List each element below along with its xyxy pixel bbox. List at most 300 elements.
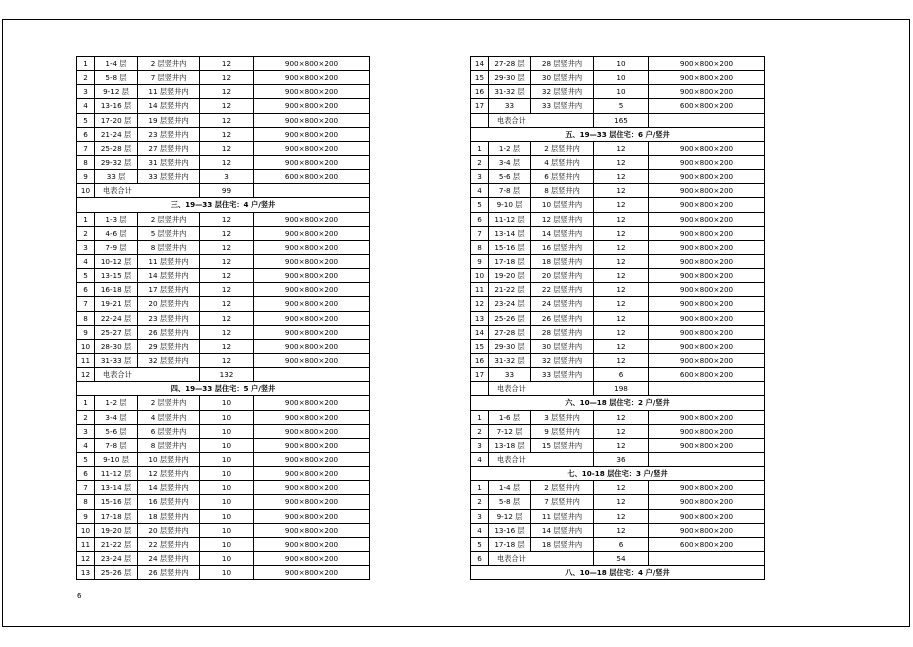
row-number-cell: 2 [471,424,489,438]
table-row [471,353,765,367]
floor-range-cell: 13-14 层 [95,481,138,495]
floor-range-cell: 23-24 层 [95,551,138,565]
row-number-cell: 2 [77,71,95,85]
box-size-cell: 900×800×200 [254,240,370,254]
floor-range-cell: 15-16 层 [95,495,138,509]
floor-range-cell: 9-12 层 [95,85,138,99]
install-location-cell: 10 层竖井内 [138,452,200,466]
meter-count-cell: 12 [200,113,254,127]
box-size-cell: 900×800×200 [649,226,765,240]
floor-range-cell: 28-30 层 [95,339,138,353]
table-row [77,85,370,99]
row-number-cell: 9 [471,254,489,268]
box-size-cell: 600×800×200 [649,368,765,382]
meter-count-cell: 12 [594,141,649,155]
box-size-cell: 900×800×200 [649,523,765,537]
row-number-cell: 3 [471,170,489,184]
floor-range-cell: 11-12 层 [489,212,531,226]
table-row [471,311,765,325]
install-location-cell: 23 层竖井内 [138,127,200,141]
install-location-cell: 9 层竖井内 [531,424,594,438]
table-row [471,481,765,495]
table-row [471,254,765,268]
install-location-cell: 30 层竖井内 [531,71,594,85]
install-location-cell: 15 层竖井内 [531,438,594,452]
floor-range-cell: 9-12 层 [489,509,531,523]
row-number-cell: 3 [77,240,95,254]
table-row [471,184,765,198]
meter-count-cell: 12 [200,297,254,311]
table-row [471,495,765,509]
floor-range-cell: 13-16 层 [95,99,138,113]
floor-range-cell: 31-32 层 [489,353,531,367]
box-size-cell: 900×800×200 [649,269,765,283]
meter-count-cell: 12 [594,155,649,169]
floor-range-cell: 16-18 层 [95,283,138,297]
meter-count-cell: 10 [200,410,254,424]
box-size-cell: 900×800×200 [649,325,765,339]
box-size-cell: 900×800×200 [254,481,370,495]
install-location-cell: 7 层竖井内 [138,71,200,85]
box-size-cell: 900×800×200 [649,339,765,353]
section-heading: 六、10—18 层住宅：2 户/竖井 [471,396,765,410]
table-row [77,523,370,537]
row-number-cell: 6 [471,551,489,565]
section-heading-row [77,382,370,396]
table-row [77,467,370,481]
row-number-cell: 8 [471,240,489,254]
row-number-cell [471,113,489,127]
row-number-cell: 7 [77,481,95,495]
row-number-cell: 2 [77,226,95,240]
meter-count-cell: 12 [594,424,649,438]
floor-range-cell: 10-12 层 [95,254,138,268]
meter-count-cell: 12 [594,495,649,509]
box-size-cell: 900×800×200 [649,438,765,452]
table-row [471,170,765,184]
table-row [77,141,370,155]
section-heading-row [77,198,370,212]
floor-range-cell: 19-20 层 [95,523,138,537]
install-location-cell: 12 层竖井内 [138,467,200,481]
box-size-cell: 900×800×200 [649,424,765,438]
box-size-cell: 900×800×200 [254,311,370,325]
subtotal-row [471,113,765,127]
box-size-cell: 600×800×200 [649,537,765,551]
meter-count-cell: 12 [594,325,649,339]
box-size-cell: 900×800×200 [649,311,765,325]
table-row [471,141,765,155]
row-number-cell: 17 [471,99,489,113]
meter-box-table-left [76,56,370,580]
table-row [471,368,765,382]
box-size-cell: 600×800×200 [649,99,765,113]
row-number-cell: 4 [77,438,95,452]
meter-count-cell: 12 [200,212,254,226]
box-size-cell: 900×800×200 [254,226,370,240]
table-row [471,212,765,226]
box-size-cell: 900×800×200 [254,254,370,268]
row-number-cell: 12 [77,368,95,382]
subtotal-label-cell: 电表合计 [489,452,594,466]
meter-count-cell: 10 [200,523,254,537]
row-number-cell: 15 [471,339,489,353]
section-heading-row [471,467,765,481]
floor-range-cell: 13-16 层 [489,523,531,537]
install-location-cell: 22 层竖井内 [531,283,594,297]
meter-count-cell: 12 [594,353,649,367]
table-row [77,170,370,184]
meter-count-cell: 12 [594,226,649,240]
row-number-cell: 16 [471,353,489,367]
table-row [471,509,765,523]
floor-range-cell: 21-24 层 [95,127,138,141]
meter-count-cell: 6 [594,368,649,382]
meter-count-cell: 12 [594,240,649,254]
install-location-cell: 30 层竖井内 [531,339,594,353]
row-number-cell: 2 [471,155,489,169]
install-location-cell: 32 层竖井内 [531,85,594,99]
install-location-cell: 14 层竖井内 [531,523,594,537]
install-location-cell: 33 层竖井内 [531,368,594,382]
table-row [77,297,370,311]
row-number-cell: 6 [77,127,95,141]
box-size-cell: 900×800×200 [254,85,370,99]
table-row [471,198,765,212]
row-number-cell: 15 [471,71,489,85]
subtotal-count-cell: 198 [594,382,649,396]
meter-count-cell: 12 [200,57,254,71]
meter-count-cell: 12 [200,99,254,113]
box-size-cell: 900×800×200 [254,297,370,311]
install-location-cell: 32 层竖井内 [138,353,200,367]
install-location-cell: 14 层竖井内 [531,226,594,240]
row-number-cell: 13 [471,311,489,325]
install-location-cell: 22 层竖井内 [138,537,200,551]
floor-range-cell: 27-28 层 [489,325,531,339]
floor-range-cell: 19-20 层 [489,269,531,283]
floor-range-cell: 17-18 层 [95,509,138,523]
table-row [77,99,370,113]
meter-count-cell: 12 [200,85,254,99]
row-number-cell: 5 [77,452,95,466]
section-heading-row [471,566,765,580]
row-number-cell: 16 [471,85,489,99]
box-size-cell: 900×800×200 [649,85,765,99]
install-location-cell: 31 层竖井内 [138,155,200,169]
box-size-cell: 900×800×200 [254,523,370,537]
floor-range-cell: 4-6 层 [95,226,138,240]
meter-count-cell: 10 [200,537,254,551]
box-size-cell: 900×800×200 [254,509,370,523]
meter-count-cell: 12 [594,269,649,283]
table-row [471,325,765,339]
row-number-cell: 1 [77,212,95,226]
row-number-cell: 7 [471,226,489,240]
floor-range-cell: 11-12 层 [95,467,138,481]
meter-count-cell: 5 [594,99,649,113]
install-location-cell: 18 层竖井内 [531,537,594,551]
install-location-cell: 20 层竖井内 [138,297,200,311]
section-heading: 七、10-18 层住宅：3 户/竖井 [471,467,765,481]
meter-count-cell: 10 [200,452,254,466]
box-size-cell: 600×800×200 [254,170,370,184]
row-number-cell: 5 [471,198,489,212]
row-number-cell: 4 [471,452,489,466]
table-row [77,551,370,565]
box-size-cell: 900×800×200 [649,297,765,311]
table-row [77,240,370,254]
row-number-cell: 4 [471,523,489,537]
meter-count-cell: 12 [594,184,649,198]
row-number-cell: 7 [77,141,95,155]
box-size-cell: 900×800×200 [254,467,370,481]
section-heading: 三、19—33 层住宅：4 户/竖井 [77,198,370,212]
subtotal-row [471,382,765,396]
empty-cell [649,452,765,466]
install-location-cell: 10 层竖井内 [531,198,594,212]
row-number-cell: 3 [77,424,95,438]
meter-count-cell: 10 [200,495,254,509]
box-size-cell: 900×800×200 [649,212,765,226]
floor-range-cell: 17-20 层 [95,113,138,127]
meter-count-cell: 12 [594,523,649,537]
floor-range-cell: 31-33 层 [95,353,138,367]
box-size-cell: 900×800×200 [649,184,765,198]
meter-count-cell: 12 [200,339,254,353]
floor-range-cell: 7-12 层 [489,424,531,438]
install-location-cell: 3 层竖井内 [531,410,594,424]
floor-range-cell: 21-22 层 [95,537,138,551]
table-row [471,269,765,283]
install-location-cell: 20 层竖井内 [138,523,200,537]
install-location-cell: 17 层竖井内 [138,283,200,297]
row-number-cell: 11 [471,283,489,297]
box-size-cell: 900×800×200 [254,566,370,580]
row-number-cell: 11 [77,537,95,551]
table-row [471,71,765,85]
section-heading: 五、19—33 层住宅：6 户/竖井 [471,127,765,141]
meter-count-cell: 12 [200,269,254,283]
box-size-cell: 900×800×200 [254,424,370,438]
floor-range-cell: 13-14 层 [489,226,531,240]
table-row [77,339,370,353]
row-number-cell: 3 [471,438,489,452]
meter-count-cell: 12 [594,410,649,424]
left-table-column [76,56,370,580]
install-location-cell: 18 层竖井内 [138,509,200,523]
table-row [77,325,370,339]
table-row [77,509,370,523]
row-number-cell: 3 [471,509,489,523]
table-row [77,155,370,169]
table-row [77,269,370,283]
table-row [471,57,765,71]
meter-count-cell: 12 [200,141,254,155]
install-location-cell: 8 层竖井内 [531,184,594,198]
install-location-cell: 2 层竖井内 [531,481,594,495]
table-row [471,155,765,169]
floor-range-cell: 22-24 层 [95,311,138,325]
floor-range-cell: 31-32 层 [489,85,531,99]
install-location-cell: 2 层竖井内 [138,212,200,226]
box-size-cell: 900×800×200 [254,452,370,466]
row-number-cell: 6 [471,212,489,226]
install-location-cell: 28 层竖井内 [531,325,594,339]
row-number-cell: 2 [471,495,489,509]
row-number-cell: 7 [77,297,95,311]
row-number-cell: 4 [471,184,489,198]
table-row [471,339,765,353]
box-size-cell: 900×800×200 [254,57,370,71]
row-number-cell: 5 [471,537,489,551]
install-location-cell: 26 层竖井内 [531,311,594,325]
subtotal-label-cell: 电表合计 [489,113,594,127]
section-heading: 八、10—18 层住宅：4 户/竖井 [471,566,765,580]
install-location-cell: 6 层竖井内 [531,170,594,184]
meter-count-cell: 10 [200,481,254,495]
install-location-cell: 8 层竖井内 [138,240,200,254]
meter-box-table-right [470,56,765,580]
row-number-cell: 9 [77,170,95,184]
meter-count-cell: 12 [200,325,254,339]
floor-range-cell: 1-3 层 [95,212,138,226]
box-size-cell: 900×800×200 [254,269,370,283]
box-size-cell: 900×800×200 [649,170,765,184]
row-number-cell: 17 [471,368,489,382]
box-size-cell: 900×800×200 [254,325,370,339]
row-number-cell: 14 [471,325,489,339]
floor-range-cell: 1-2 层 [95,396,138,410]
table-row [77,113,370,127]
install-location-cell: 27 层竖井内 [138,141,200,155]
meter-count-cell: 10 [200,424,254,438]
row-number-cell: 3 [77,85,95,99]
install-location-cell: 12 层竖井内 [531,212,594,226]
meter-count-cell: 3 [200,170,254,184]
floor-range-cell: 3-4 层 [95,410,138,424]
install-location-cell: 14 层竖井内 [138,99,200,113]
box-size-cell: 900×800×200 [649,240,765,254]
meter-count-cell: 10 [200,566,254,580]
box-size-cell: 900×800×200 [649,71,765,85]
table-row [77,127,370,141]
box-size-cell: 900×800×200 [649,155,765,169]
meter-count-cell: 12 [594,438,649,452]
install-location-cell: 11 层竖井内 [531,509,594,523]
meter-count-cell: 12 [200,283,254,297]
subtotal-row [77,184,370,198]
row-number-cell: 4 [77,99,95,113]
table-row [77,226,370,240]
meter-count-cell: 12 [594,339,649,353]
meter-count-cell: 12 [594,254,649,268]
install-location-cell: 16 层竖井内 [138,495,200,509]
row-number-cell: 10 [471,269,489,283]
floor-range-cell: 5-8 层 [95,71,138,85]
floor-range-cell: 21-22 层 [489,283,531,297]
table-row [77,566,370,580]
floor-range-cell: 17-18 层 [489,537,531,551]
section-heading-row [471,127,765,141]
box-size-cell: 900×800×200 [254,212,370,226]
floor-range-cell: 1-6 层 [489,410,531,424]
row-number-cell: 6 [77,283,95,297]
meter-count-cell: 10 [200,551,254,565]
table-row [471,240,765,254]
floor-range-cell: 13-18 层 [489,438,531,452]
table-row [77,452,370,466]
floor-range-cell: 5-6 层 [95,424,138,438]
meter-count-cell: 12 [594,283,649,297]
row-number-cell: 5 [77,269,95,283]
meter-count-cell: 12 [200,71,254,85]
install-location-cell: 26 层竖井内 [138,325,200,339]
right-table-column [470,56,765,580]
table-row [77,353,370,367]
subtotal-count-cell: 99 [200,184,254,198]
row-number-cell: 2 [77,410,95,424]
empty-cell [649,382,765,396]
floor-range-cell: 29-30 层 [489,339,531,353]
row-number-cell: 9 [77,325,95,339]
box-size-cell: 900×800×200 [649,509,765,523]
table-row [77,212,370,226]
meter-count-cell: 12 [594,198,649,212]
section-heading-row [471,396,765,410]
floor-range-cell: 7-8 层 [95,438,138,452]
section-heading: 四、19—33 层住宅：5 户/竖井 [77,382,370,396]
subtotal-label-cell: 电表合计 [95,368,200,382]
floor-range-cell: 33 [489,368,531,382]
install-location-cell: 4 层竖井内 [138,410,200,424]
floor-range-cell: 23-24 层 [489,297,531,311]
floor-range-cell: 5-8 层 [489,495,531,509]
box-size-cell: 900×800×200 [254,495,370,509]
row-number-cell: 6 [77,467,95,481]
install-location-cell: 19 层竖井内 [138,113,200,127]
meter-count-cell: 12 [594,212,649,226]
meter-count-cell: 12 [594,170,649,184]
install-location-cell: 16 层竖井内 [531,240,594,254]
subtotal-row [471,452,765,466]
row-number-cell: 1 [471,410,489,424]
box-size-cell: 900×800×200 [254,410,370,424]
table-row [77,481,370,495]
table-row [471,438,765,452]
install-location-cell: 5 层竖井内 [138,226,200,240]
meter-count-cell: 6 [594,537,649,551]
box-size-cell: 900×800×200 [254,537,370,551]
install-location-cell: 29 层竖井内 [138,339,200,353]
table-row [77,71,370,85]
install-location-cell: 28 层竖井内 [531,57,594,71]
subtotal-label-cell: 电表合计 [489,551,594,565]
meter-count-cell: 10 [200,438,254,452]
floor-range-cell: 5-6 层 [489,170,531,184]
subtotal-row [471,551,765,565]
box-size-cell: 900×800×200 [254,141,370,155]
install-location-cell: 33 层竖井内 [531,99,594,113]
meter-count-cell: 12 [200,353,254,367]
floor-range-cell: 1-4 层 [489,481,531,495]
meter-count-cell: 12 [200,226,254,240]
subtotal-row [77,368,370,382]
box-size-cell: 900×800×200 [254,353,370,367]
meter-count-cell: 10 [594,85,649,99]
row-number-cell: 1 [77,396,95,410]
install-location-cell: 14 层竖井内 [138,481,200,495]
